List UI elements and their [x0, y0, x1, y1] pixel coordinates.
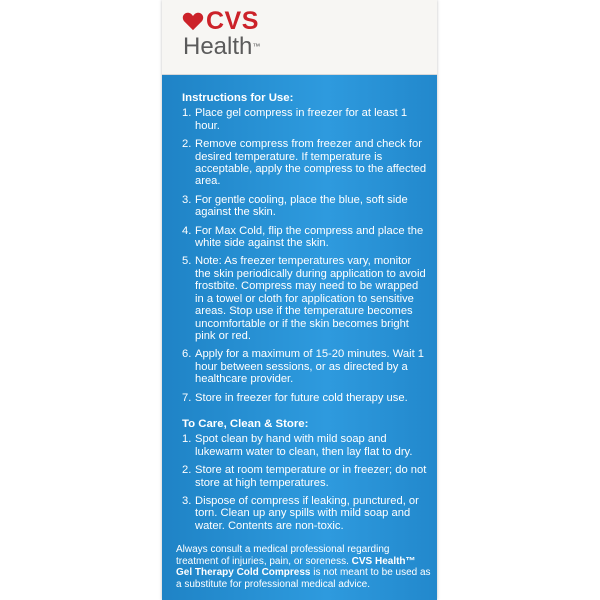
- item-number: 3.: [182, 494, 192, 507]
- care-heading: To Care, Clean & Store:: [182, 417, 309, 430]
- item-number: 7.: [182, 391, 192, 404]
- list-item: [182, 348, 428, 385]
- list-item: [182, 194, 428, 219]
- brand-sub: Health™: [183, 33, 261, 60]
- item-text: Place gel compress in freezer for at least 1 hour.: [195, 107, 408, 132]
- list-item: [182, 255, 428, 342]
- item-number: 4.: [182, 224, 192, 237]
- item-text: Store in freezer for future cold therapy use.: [195, 391, 408, 404]
- item-number: 1.: [182, 107, 192, 120]
- product-box-side: [162, 0, 437, 600]
- item-text: Apply for a maximum of 15-20 minutes. Wait 1 hour between sessions, or as directed by a healthcare provider.: [195, 348, 425, 386]
- list-item: [182, 107, 428, 132]
- instructions-list: [182, 107, 428, 404]
- item-text: For gentle cooling, place the blue, soft side against the skin.: [195, 193, 408, 219]
- list-item: [182, 225, 428, 250]
- item-number: 6.: [182, 348, 192, 361]
- heart-icon: [182, 11, 204, 31]
- instructions-panel: [182, 92, 428, 538]
- list-item: [182, 433, 428, 458]
- item-text: Spot clean by hand with mild soap and lukewarm water to clean, then lay flat to dry.: [195, 433, 413, 458]
- list-item: [182, 138, 428, 188]
- brand-name: CVS: [206, 7, 259, 35]
- item-text: Remove compress from freezer and check for desired temperature. If temperature is acceptable, apply the compress to the affected area.: [195, 138, 427, 188]
- item-text: For Max Cold, flip the compress and place the white side against the skin.: [195, 224, 424, 250]
- item-text: Store at room temperature or in freezer; do not store at high temperatures.: [195, 464, 427, 489]
- care-list: [182, 433, 428, 532]
- list-item: [182, 464, 428, 489]
- item-number: 1.: [182, 433, 192, 446]
- list-item: [182, 392, 428, 404]
- list-item: [182, 495, 428, 532]
- item-text: Dispose of compress if leaking, punctured, or torn. Clean up any spills with mild soap and water. Contents are non-toxic.: [195, 494, 419, 532]
- item-number: 5.: [182, 255, 192, 268]
- cvs-health-logo: [182, 8, 260, 60]
- disclaimer: Always consult a medical professional regarding treatment of injuries, pain, or soreness. CVS Health™ Gel Therapy Cold Compress is not meant to be used as a substitute for professional medical advice.: [176, 544, 431, 590]
- item-number: 3.: [182, 193, 192, 206]
- item-text: Note: As freezer temperatures vary, monitor the skin periodically during application to avoid frostbite. Compress may need to be wrapped in a towel or cloth for application to sensitive areas. Stop use if the temperature becomes uncomfortable or if the skin becomes bright pink or red.: [195, 255, 426, 342]
- item-number: 2.: [182, 138, 192, 151]
- instructions-heading: Instructions for Use:: [182, 92, 294, 104]
- brand-header: [162, 0, 437, 75]
- item-number: 2.: [182, 464, 192, 477]
